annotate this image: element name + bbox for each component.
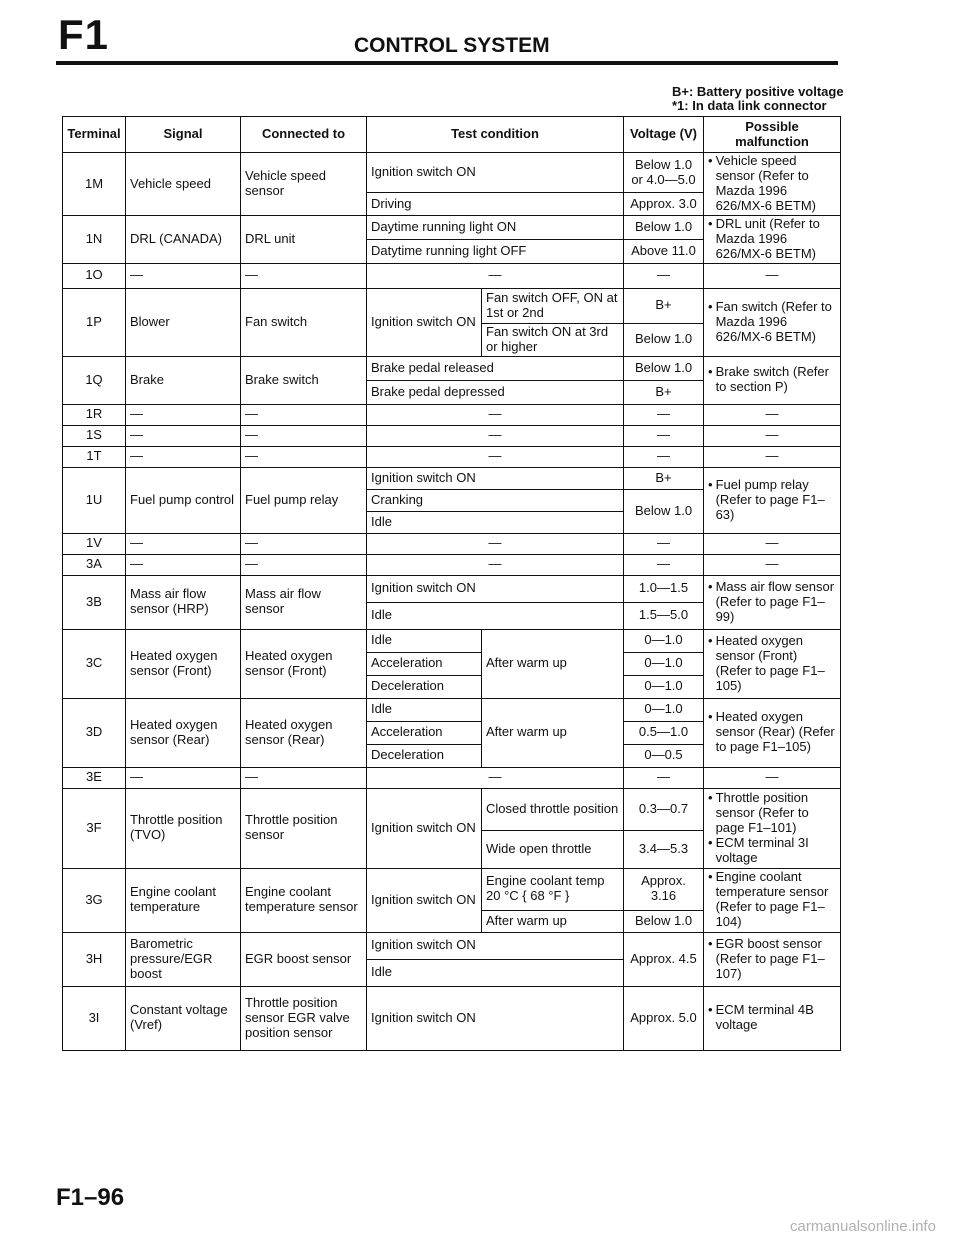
signal-cell: — <box>126 554 241 575</box>
malfunction-cell <box>704 932 841 986</box>
table-row <box>63 932 841 959</box>
signal-cell: — <box>126 446 241 467</box>
malfunction-cell: — <box>704 263 841 288</box>
malfunction-cell: — <box>704 425 841 446</box>
test-condition-cell: Deceleration <box>367 744 482 767</box>
header-possible-malfunction: Possible malfunction <box>704 117 841 153</box>
bullet-icon: • <box>708 578 713 594</box>
malfunction-item <box>708 300 836 345</box>
voltage-cell: Below 1.0 or 4.0—5.0 <box>624 153 704 193</box>
signal-cell: — <box>126 425 241 446</box>
voltage-cell: 0—1.0 <box>624 652 704 675</box>
malfunction-text: Vehicle speed sensor (Refer to Mazda 1996 626/MX-6 BETM) <box>715 153 816 213</box>
test-condition-cell: Ignition switch ON <box>367 575 624 602</box>
voltage-cell: — <box>624 263 704 288</box>
table-row <box>63 575 841 602</box>
header-rule <box>56 61 838 65</box>
signal-cell: Brake <box>126 356 241 404</box>
signal-cell: DRL (CANADA) <box>126 216 241 264</box>
connected-to-cell: Throttle position sensor EGR valve position sensor <box>241 986 367 1050</box>
voltage-cell: Approx. 3.16 <box>624 868 704 910</box>
table-row <box>63 767 841 788</box>
voltage-cell: 0—1.0 <box>624 675 704 698</box>
test-condition-cell: Brake pedal released <box>367 356 624 380</box>
terminal-cell: 1O <box>63 263 126 288</box>
connected-to-cell: Throttle position sensor <box>241 788 367 868</box>
signal-cell: Throttle position (TVO) <box>126 788 241 868</box>
condition-group-cell: After warm up <box>482 629 624 698</box>
bullet-icon: • <box>708 834 713 850</box>
voltage-cell: 0—0.5 <box>624 744 704 767</box>
test-condition-cell: Idle <box>367 959 624 986</box>
page-title: CONTROL SYSTEM <box>354 34 550 57</box>
malfunction-item <box>708 710 836 755</box>
test-condition-cell: Idle <box>367 511 624 533</box>
malfunction-text: ECM terminal 4B voltage <box>715 1002 814 1033</box>
terminal-cell: 3B <box>63 575 126 629</box>
malfunction-item <box>708 217 836 262</box>
voltage-cell: Below 1.0 <box>624 910 704 932</box>
test-condition-cell: Ignition switch ON <box>367 932 624 959</box>
voltage-cell: — <box>624 533 704 554</box>
terminal-cell: 3A <box>63 554 126 575</box>
signal-cell: Fuel pump control <box>126 467 241 533</box>
bullet-icon: • <box>708 476 713 492</box>
malfunction-item <box>708 791 836 836</box>
malfunction-cell: — <box>704 446 841 467</box>
malfunction-text: ECM terminal 3I voltage <box>715 834 809 865</box>
test-condition-cell: Ignition switch ON <box>367 986 624 1050</box>
test-condition-cell: Closed throttle position <box>482 788 624 830</box>
malfunction-cell <box>704 868 841 932</box>
voltage-cell: 1.0—1.5 <box>624 575 704 602</box>
malfunction-text: Throttle position sensor (Refer to page F1–101) <box>715 789 809 835</box>
bullet-icon: • <box>708 935 713 951</box>
malfunction-cell: — <box>704 404 841 425</box>
connected-to-cell: — <box>241 404 367 425</box>
test-condition-cell: Idle <box>367 629 482 652</box>
malfunction-item <box>708 365 836 395</box>
malfunction-cell <box>704 575 841 629</box>
signal-cell: Vehicle speed <box>126 153 241 216</box>
test-condition-cell: Brake pedal depressed <box>367 380 624 404</box>
voltage-cell: Below 1.0 <box>624 356 704 380</box>
test-condition-cell: Fan switch OFF, ON at 1st or 2nd <box>482 288 624 323</box>
malfunction-text: Mass air flow sensor (Refer to page F1–99) <box>715 578 835 624</box>
test-condition-cell: — <box>367 404 624 425</box>
malfunction-cell: — <box>704 767 841 788</box>
header-connected-to: Connected to <box>241 117 367 153</box>
voltage-cell: 0.5—1.0 <box>624 721 704 744</box>
terminal-cell: 3E <box>63 767 126 788</box>
connected-to-cell: — <box>241 263 367 288</box>
bullet-icon: • <box>708 709 713 725</box>
header-voltage: Voltage (V) <box>624 117 704 153</box>
bullet-icon: • <box>708 632 713 648</box>
table-row <box>63 698 841 721</box>
connected-to-cell: — <box>241 533 367 554</box>
voltage-cell: Below 1.0 <box>624 489 704 533</box>
signal-cell: — <box>126 767 241 788</box>
malfunction-cell <box>704 788 841 868</box>
signal-cell: Heated oxygen sensor (Front) <box>126 629 241 698</box>
test-condition-cell: Wide open throttle <box>482 830 624 868</box>
malfunction-item <box>708 634 836 694</box>
table-row <box>63 986 841 1050</box>
condition-group-cell: Ignition switch ON <box>367 868 482 932</box>
voltage-cell: — <box>624 404 704 425</box>
table-header-row <box>63 117 841 153</box>
connected-to-cell: Engine coolant temperature sensor <box>241 868 367 932</box>
terminal-cell: 3G <box>63 868 126 932</box>
terminal-cell: 3I <box>63 986 126 1050</box>
test-condition-cell: — <box>367 425 624 446</box>
voltage-cell: — <box>624 554 704 575</box>
malfunction-cell <box>704 698 841 767</box>
malfunction-text: DRL unit (Refer to Mazda 1996 626/MX-6 BETM) <box>715 216 820 261</box>
condition-group-cell: Ignition switch ON <box>367 288 482 356</box>
malfunction-cell <box>704 467 841 533</box>
condition-group-cell: After warm up <box>482 698 624 767</box>
malfunction-text: Fan switch (Refer to Mazda 1996 626/MX-6 BETM) <box>715 298 832 344</box>
terminal-cell: 1P <box>63 288 126 356</box>
voltage-cell: B+ <box>624 288 704 323</box>
voltage-cell: Above 11.0 <box>624 240 704 263</box>
voltage-cell: B+ <box>624 467 704 489</box>
malfunction-item <box>708 154 836 214</box>
connected-to-cell: — <box>241 446 367 467</box>
test-condition-cell: Ignition switch ON <box>367 153 624 193</box>
voltage-cell: Approx. 3.0 <box>624 193 704 216</box>
connected-to-cell: EGR boost sensor <box>241 932 367 986</box>
signal-cell: Barometric pressure/EGR boost <box>126 932 241 986</box>
voltage-cell: 0—1.0 <box>624 698 704 721</box>
test-condition-cell: — <box>367 533 624 554</box>
signal-cell: Blower <box>126 288 241 356</box>
malfunction-item <box>708 937 836 982</box>
test-condition-cell: Daytime running light ON <box>367 216 624 240</box>
malfunction-cell <box>704 153 841 216</box>
malfunction-cell <box>704 629 841 698</box>
connected-to-cell: Mass air flow sensor <box>241 575 367 629</box>
voltage-cell: Approx. 4.5 <box>624 932 704 986</box>
header-signal: Signal <box>126 117 241 153</box>
connected-to-cell: — <box>241 425 367 446</box>
bullet-icon: • <box>708 364 713 380</box>
terminal-voltage-table <box>62 116 841 1051</box>
malfunction-text: Heated oxygen sensor (Front) (Refer to page F1–105) <box>715 632 825 693</box>
test-condition-cell: Acceleration <box>367 652 482 675</box>
voltage-cell: 0.3—0.7 <box>624 788 704 830</box>
malfunction-text: Fuel pump relay (Refer to page F1–63) <box>715 476 825 522</box>
table-row <box>63 533 841 554</box>
signal-cell: — <box>126 263 241 288</box>
header-terminal: Terminal <box>63 117 126 153</box>
bullet-icon: • <box>708 869 713 885</box>
malfunction-cell <box>704 356 841 404</box>
table-row <box>63 788 841 830</box>
bullet-icon: • <box>708 1002 713 1018</box>
voltage-cell: — <box>624 425 704 446</box>
malfunction-cell <box>704 216 841 264</box>
bullet-icon: • <box>708 298 713 314</box>
connected-to-cell: — <box>241 767 367 788</box>
condition-group-cell: Ignition switch ON <box>367 788 482 868</box>
malfunction-item <box>708 478 836 523</box>
note-battery-voltage: B+: Battery positive voltage <box>672 84 844 99</box>
signal-cell: Engine coolant temperature <box>126 868 241 932</box>
malfunction-text: Brake switch (Refer to section P) <box>715 364 829 395</box>
terminal-cell: 3C <box>63 629 126 698</box>
voltage-cell: Below 1.0 <box>624 216 704 240</box>
test-condition-cell: Engine coolant temp 20 °C { 68 °F } <box>482 868 624 910</box>
test-condition-cell: Deceleration <box>367 675 482 698</box>
malfunction-cell <box>704 288 841 356</box>
bullet-icon: • <box>708 216 713 231</box>
bullet-icon: • <box>708 789 713 805</box>
note-data-link-connector: *1: In data link connector <box>672 98 827 113</box>
table-row <box>63 263 841 288</box>
connected-to-cell: Vehicle speed sensor <box>241 153 367 216</box>
terminal-cell: 3F <box>63 788 126 868</box>
bullet-icon: • <box>708 153 713 169</box>
test-condition-cell: Driving <box>367 193 624 216</box>
test-condition-cell: — <box>367 554 624 575</box>
terminal-cell: 1R <box>63 404 126 425</box>
connected-to-cell: DRL unit <box>241 216 367 264</box>
malfunction-item <box>708 836 836 866</box>
table-row <box>63 554 841 575</box>
connected-to-cell: Fuel pump relay <box>241 467 367 533</box>
test-condition-cell: Idle <box>367 698 482 721</box>
table-row <box>63 404 841 425</box>
terminal-cell: 1U <box>63 467 126 533</box>
terminal-cell: 3H <box>63 932 126 986</box>
table-row <box>63 446 841 467</box>
test-condition-cell: Ignition switch ON <box>367 467 624 489</box>
malfunction-item <box>708 870 836 930</box>
header-test-condition: Test condition <box>367 117 624 153</box>
page-number: F1–96 <box>56 1184 125 1211</box>
test-condition-cell: — <box>367 767 624 788</box>
connected-to-cell: Heated oxygen sensor (Rear) <box>241 698 367 767</box>
malfunction-item <box>708 1003 836 1033</box>
table-row <box>63 868 841 910</box>
signal-cell: Heated oxygen sensor (Rear) <box>126 698 241 767</box>
connected-to-cell: Heated oxygen sensor (Front) <box>241 629 367 698</box>
section-code: F1 <box>58 11 110 58</box>
terminal-cell: 1T <box>63 446 126 467</box>
malfunction-item <box>708 580 836 625</box>
malfunction-text: Heated oxygen sensor (Rear) (Refer to page F1–105) <box>715 709 835 755</box>
table-row <box>63 467 841 489</box>
signal-cell: Constant voltage (Vref) <box>126 986 241 1050</box>
malfunction-text: EGR boost sensor (Refer to page F1–107) <box>715 935 825 981</box>
table-row <box>63 425 841 446</box>
voltage-cell: Approx. 5.0 <box>624 986 704 1050</box>
table-row <box>63 356 841 380</box>
voltage-cell: 3.4—5.3 <box>624 830 704 868</box>
test-condition-cell: Acceleration <box>367 721 482 744</box>
terminal-cell: 1V <box>63 533 126 554</box>
table-row <box>63 288 841 323</box>
watermark: carmanualsonline.info <box>790 1218 936 1235</box>
voltage-cell: 0—1.0 <box>624 629 704 652</box>
test-condition-cell: Datytime running light OFF <box>367 240 624 263</box>
terminal-cell: 1S <box>63 425 126 446</box>
voltage-cell: 1.5—5.0 <box>624 602 704 629</box>
terminal-cell: 1Q <box>63 356 126 404</box>
voltage-cell: — <box>624 767 704 788</box>
terminal-cell: 1N <box>63 216 126 264</box>
test-condition-cell: Fan switch ON at 3rd or higher <box>482 323 624 356</box>
malfunction-cell: — <box>704 554 841 575</box>
voltage-cell: Below 1.0 <box>624 323 704 356</box>
test-condition-cell: Idle <box>367 602 624 629</box>
malfunction-cell <box>704 986 841 1050</box>
test-condition-cell: — <box>367 263 624 288</box>
terminal-cell: 1M <box>63 153 126 216</box>
malfunction-cell: — <box>704 533 841 554</box>
signal-cell: — <box>126 533 241 554</box>
terminal-cell: 3D <box>63 698 126 767</box>
connected-to-cell: Brake switch <box>241 356 367 404</box>
table-row <box>63 216 841 240</box>
test-condition-cell: Cranking <box>367 489 624 511</box>
connected-to-cell: Fan switch <box>241 288 367 356</box>
table-row <box>63 629 841 652</box>
voltage-cell: — <box>624 446 704 467</box>
table-row <box>63 153 841 193</box>
connected-to-cell: — <box>241 554 367 575</box>
voltage-cell: B+ <box>624 380 704 404</box>
test-condition-cell: After warm up <box>482 910 624 932</box>
test-condition-cell: — <box>367 446 624 467</box>
signal-cell: Mass air flow sensor (HRP) <box>126 575 241 629</box>
malfunction-text: Engine coolant temperature sensor (Refer to page F1–104) <box>715 869 829 930</box>
signal-cell: — <box>126 404 241 425</box>
